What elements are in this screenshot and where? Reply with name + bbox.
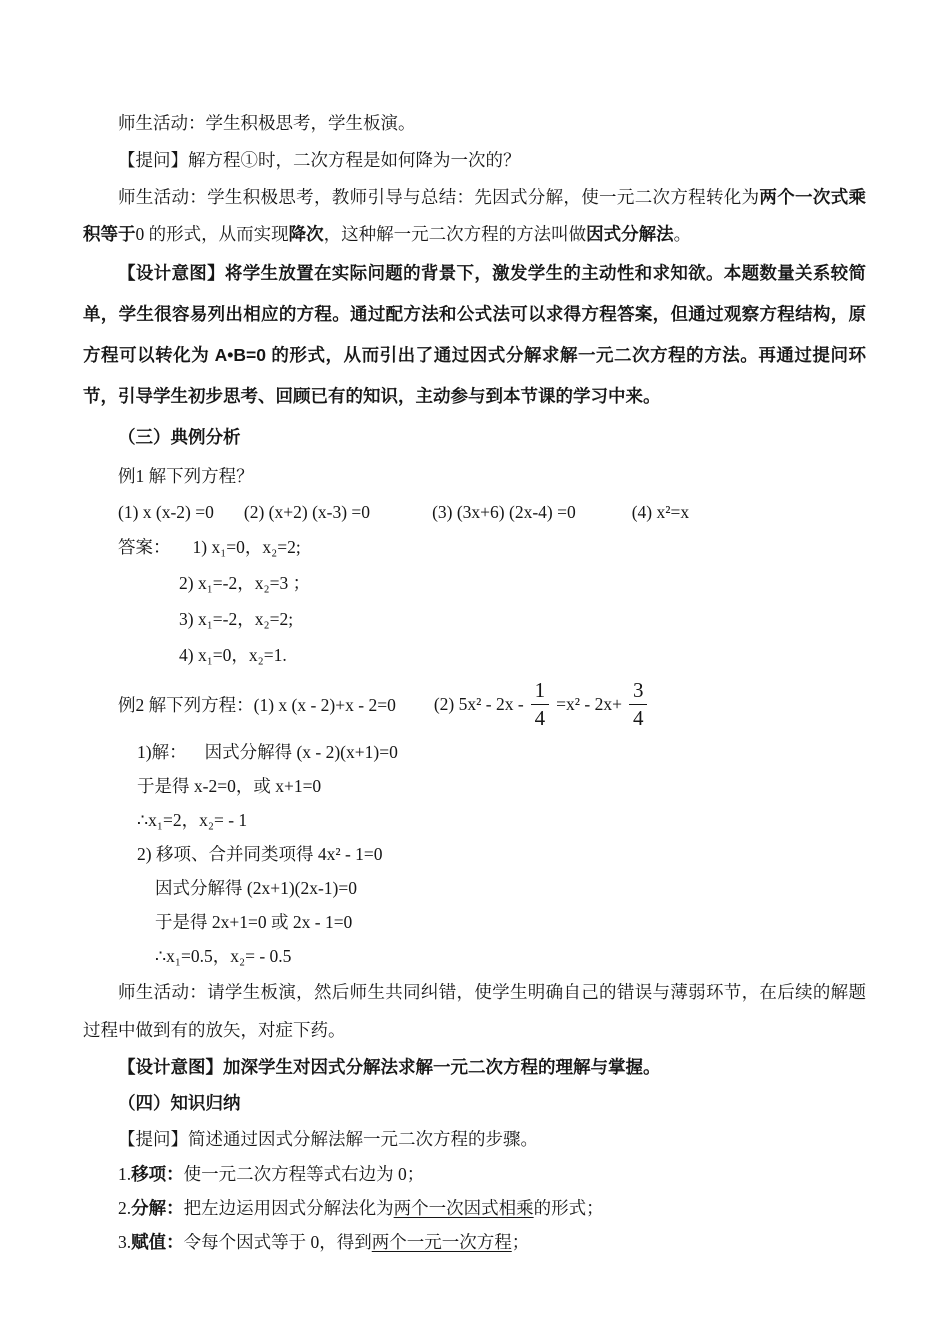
answer-line-3: [83, 601, 866, 637]
answer-3-text: 3) x₁=-2，x₂=2;: [179, 609, 294, 629]
activity-2-run-bold-2: 降次: [288, 224, 324, 244]
design-intent-paragraph-2: [83, 1049, 866, 1085]
solution-line-5: [83, 871, 866, 905]
step-2-underlined-text: 两个一次因式相乘: [393, 1198, 534, 1218]
activity-2-run-bold-1: 两个一次式乘积等于: [83, 187, 867, 244]
example1-title: [83, 457, 866, 495]
activity-1-text: 师生活动：学生积极思考，学生板演。: [118, 113, 416, 133]
step-3: [83, 1225, 866, 1259]
step-1-keyword: 移项：: [131, 1164, 184, 1184]
answer-1-text: 1) x₁=0，x₂=2;: [192, 537, 301, 557]
example2-equation-2-left: (2) 5x² - 2x -: [433, 693, 524, 714]
activity-2-run-bold-3: 因式分解法: [586, 224, 674, 244]
example2-title-line: [83, 673, 866, 735]
activity-paragraph-3: [83, 973, 866, 1049]
activity-2-run-3: ，这种解一元二次方程的方法叫做: [323, 224, 587, 244]
step-3-text-2: ；: [511, 1232, 530, 1252]
solution-1-label: 1)解：: [137, 742, 187, 762]
example1-equation-3: (3) (3x+6) (2x-4) =0: [432, 502, 576, 522]
solution-3-text: ∴x₁=2，x₂= - 1: [137, 810, 248, 830]
answer-line-4: [83, 637, 866, 673]
section-heading-4: [83, 1085, 866, 1121]
activity-3-text: 师生活动：请学生板演，然后师生共同纠错，使学生明确自己的错误与薄弱环节，在后续的解题过程中做到有的放矢，对症下药。: [83, 982, 866, 1040]
fraction-2-numerator: 3: [629, 680, 648, 705]
step-2-keyword: 分解：: [131, 1198, 184, 1218]
section-4-title: （四）知识归纳: [118, 1093, 241, 1113]
section-heading-3: [83, 417, 866, 457]
solution-7-text: ∴x₁=0.5，x₂= - 0.5: [155, 946, 292, 966]
activity-2-run-2: 0 的形式，从而实现: [135, 224, 289, 244]
solution-1-text: 因式分解得 (x - 2)(x+1)=0: [204, 742, 398, 762]
solution-4-text: 2) 移项、合并同类项得 4x² - 1=0: [137, 844, 383, 864]
fraction-one-quarter: [531, 677, 550, 730]
solution-line-1: [83, 735, 866, 769]
solution-line-3: [83, 803, 866, 837]
activity-paragraph-1: [83, 105, 866, 142]
step-1-number: 1.: [118, 1164, 132, 1184]
step-3-number: 3.: [118, 1232, 132, 1252]
activity-2-run-4: 。: [673, 224, 692, 244]
question-2-text: 【提问】简述通过因式分解法解一元二次方程的步骤。: [118, 1129, 538, 1149]
example1-equation-4: (4) x²=x: [631, 502, 690, 522]
question-prompt-1: [83, 142, 866, 179]
step-3-text-1: 令每个因式等于 0，得到: [183, 1232, 372, 1252]
fraction-2-denominator: 4: [632, 705, 644, 730]
solution-line-7: [83, 939, 866, 973]
example2-equation-2-right: =x² - 2x+: [556, 693, 622, 714]
solution-line-6: [83, 905, 866, 939]
solution-6-text: 于是得 2x+1=0 或 2x - 1=0: [155, 912, 353, 932]
example1-answers: [83, 529, 866, 673]
step-3-underlined-text: 两个一元一次方程: [371, 1232, 512, 1252]
answer-4-text: 4) x₁=0，x₂=1.: [179, 645, 287, 665]
step-2-number: 2.: [118, 1198, 132, 1218]
example2-solution: [83, 735, 866, 973]
solution-line-4: [83, 837, 866, 871]
fraction-1-denominator: 4: [534, 705, 546, 730]
example1-equation-1: (1) x (x-2) =0: [118, 502, 214, 522]
step-2-text-1: 把左边运用因式分解法化为: [183, 1198, 394, 1218]
answers-label: 答案：: [118, 537, 171, 557]
design-intent-paragraph-1: [83, 253, 866, 417]
answer-2-text: 2) x₁=-2，x₂=3 ；: [179, 573, 311, 593]
solution-line-2: [83, 769, 866, 803]
question-prompt-2: [83, 1121, 866, 1157]
steps-list: [83, 1157, 866, 1259]
step-2: [83, 1191, 866, 1225]
example1-equation-2: (2) (x+2) (x-3) =0: [243, 502, 371, 522]
step-2-text-2: 的形式；: [533, 1198, 604, 1218]
solution-2-text: 于是得 x-2=0，或 x+1=0: [137, 776, 322, 796]
step-1: [83, 1157, 866, 1191]
example1-equations: [83, 495, 866, 529]
example2-equation-1: 例2 解下列方程：(1) x (x - 2)+x - 2=0: [118, 694, 396, 715]
answer-line-2: [83, 565, 866, 601]
answer-line-1: [83, 529, 866, 565]
activity-2-run-1: 师生活动：学生积极思考，教师引导与总结：先因式分解，使一元二次方程转化为: [118, 187, 760, 207]
design-intent-2-text: 【设计意图】加深学生对因式分解法求解一元二次方程的理解与掌握。: [118, 1057, 661, 1077]
fraction-1-numerator: 1: [531, 680, 550, 705]
activity-paragraph-2: [83, 179, 866, 253]
step-3-keyword: 赋值：: [131, 1232, 184, 1252]
section-3-title: （三）典例分析: [118, 427, 241, 447]
solution-5-text: 因式分解得 (2x+1)(2x-1)=0: [155, 878, 358, 898]
fraction-three-quarters: [629, 677, 648, 730]
design-intent-1-text: 【设计意图】将学生放置在实际问题的背景下，激发学生的主动性和求知欲。本题数量关系较简单，学生很容易列出相应的方程。通过配方法和公式法可以求得方程答案，但通过观察方程结构，原方程可以转化为 A•B=0 的形式，从而引出了通过因式分解求解一元二次方程的方法。再通过提问环节，引导学生初步思考、回顾已有的知识，主动参与到本节课的学习中来。: [83, 263, 866, 406]
question-1-text: 【提问】解方程①时，二次方程是如何降为一次的？: [118, 150, 521, 170]
step-1-text: 使一元二次方程等式右边为 0；: [183, 1164, 425, 1184]
example1-title-text: 例1 解下列方程？: [118, 466, 254, 486]
